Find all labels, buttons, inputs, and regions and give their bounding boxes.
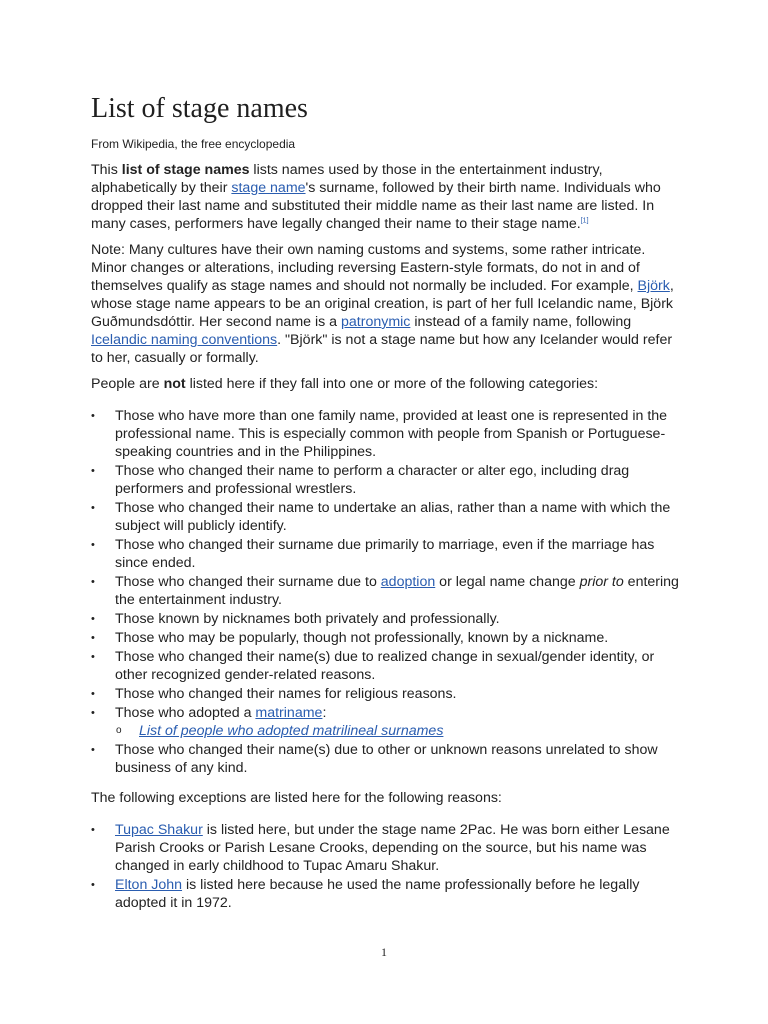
bullet-icon: • [91, 539, 95, 551]
icelandic-naming-link[interactable]: Icelandic naming conventions [91, 332, 278, 348]
list-item: • Those who changed their name to perform a character or alter ego, including drag performers and professional wrestlers. [91, 463, 630, 497]
patronymic-link[interactable]: patronymic [341, 314, 411, 330]
list-item: • Those who changed their name(s) due to realized change in sexual/gender identity, or other recognized gender-related reasons. [91, 649, 655, 683]
bullet-icon: • [91, 502, 95, 514]
circle-bullet-icon: o [116, 725, 122, 736]
list-item: • Those who changed their name to undertake an alias, rather than a name with which the subject will publicly identify. [91, 500, 671, 534]
people-not-paragraph: People are not listed here if they fall into one or more of the following categories: [91, 376, 599, 392]
bullet-icon: • [91, 824, 95, 836]
bullet-icon: • [91, 651, 95, 663]
list-item: • Elton John is listed here because he used the name professionally before he legally adopted it in 1972. [91, 877, 640, 911]
subtitle: From Wikipedia, the free encyclopedia [91, 137, 296, 151]
bullet-icon: • [91, 410, 95, 422]
list-item: • Those who changed their names for religious reasons. [91, 686, 457, 702]
reference-1-link[interactable]: [1] [580, 217, 589, 225]
list-item: • Those known by nicknames both privately and professionally. [91, 611, 500, 627]
tupac-shakur-link[interactable]: Tupac Shakur [115, 822, 203, 838]
bullet-icon: • [91, 613, 95, 625]
bjork-link[interactable]: Björk [637, 278, 670, 294]
criteria-list [91, 407, 681, 777]
stage-name-link[interactable]: stage name [231, 180, 306, 196]
exceptions-intro: The following exceptions are listed here for the following reasons: [91, 790, 502, 806]
intro-paragraph: This list of stage names lists names used by those in the entertainment industry, alphabetically by their stage name's surname, followed by their birth name. Individuals who dropped their last name and substituted their middle name as their last name are listed. In many cases, performers have legally changed their name to their stage name.[1] [91, 162, 661, 232]
sub-list [115, 722, 681, 740]
bullet-icon: • [91, 576, 95, 588]
bullet-icon: • [91, 688, 95, 700]
list-item: • Tupac Shakur is listed here, but under the stage name 2Pac. He was born either Lesane Parish Crooks or Parish Lesane Crooks, depending on the source, but his name was changed in early childhood to Tupac Amaru Shakur. [91, 822, 670, 874]
exceptions-list [91, 821, 681, 912]
bullet-icon: • [91, 465, 95, 477]
list-item: • Those who changed their name(s) due to other or unknown reasons unrelated to show business of any kind. [91, 742, 658, 776]
bullet-icon: • [91, 879, 95, 891]
article-body [91, 92, 681, 924]
sub-list-item [115, 722, 681, 740]
page-number: 1 [381, 945, 387, 959]
bullet-icon: • [91, 707, 95, 719]
elton-john-link[interactable]: Elton John [115, 877, 183, 893]
list-item: • Those who have more than one family name, provided at least one is represented in the professional name. This is especially common with people from Spanish or Portuguese-speaking countries and in the Philippines. [91, 408, 668, 460]
page-title: List of stage names [91, 93, 308, 124]
list-item: • Those who may be popularly, though not professionally, known by a nickname. [91, 630, 609, 646]
list-item: • Those who changed their surname due primarily to marriage, even if the marriage has since ended. [91, 537, 655, 571]
matriname-link[interactable]: matriname [255, 705, 323, 721]
bullet-icon: • [91, 632, 95, 644]
note-paragraph: Note: Many cultures have their own naming customs and systems, some rather intricate. Minor changes or alterations, including reversing Eastern-style formats, do not in and of themselves qualify as stage names and should not normally be included. For example, Björk, whose stage name appears to be an original creation, is part of her full Icelandic name, Björk Guðmundsdóttir. Her second name is a patronymic instead of a family name, following Icelandic naming conventions. "Björk" is not a stage name but how any Icelander would refer to her, casually or formally. [91, 242, 674, 366]
list-item: • Those who changed their surname due to adoption or legal name change prior to entering the entertainment industry. [91, 574, 679, 608]
matrilineal-surnames-link[interactable]: List of people who adopted matrilineal surnames [139, 723, 444, 739]
list-item: • Those who adopted a matriname: o List of people who adopted matrilineal surnames [91, 704, 681, 740]
adoption-link[interactable]: adoption [380, 574, 436, 590]
bullet-icon: • [91, 744, 95, 756]
intro-bold-term: list of stage names [121, 162, 250, 178]
